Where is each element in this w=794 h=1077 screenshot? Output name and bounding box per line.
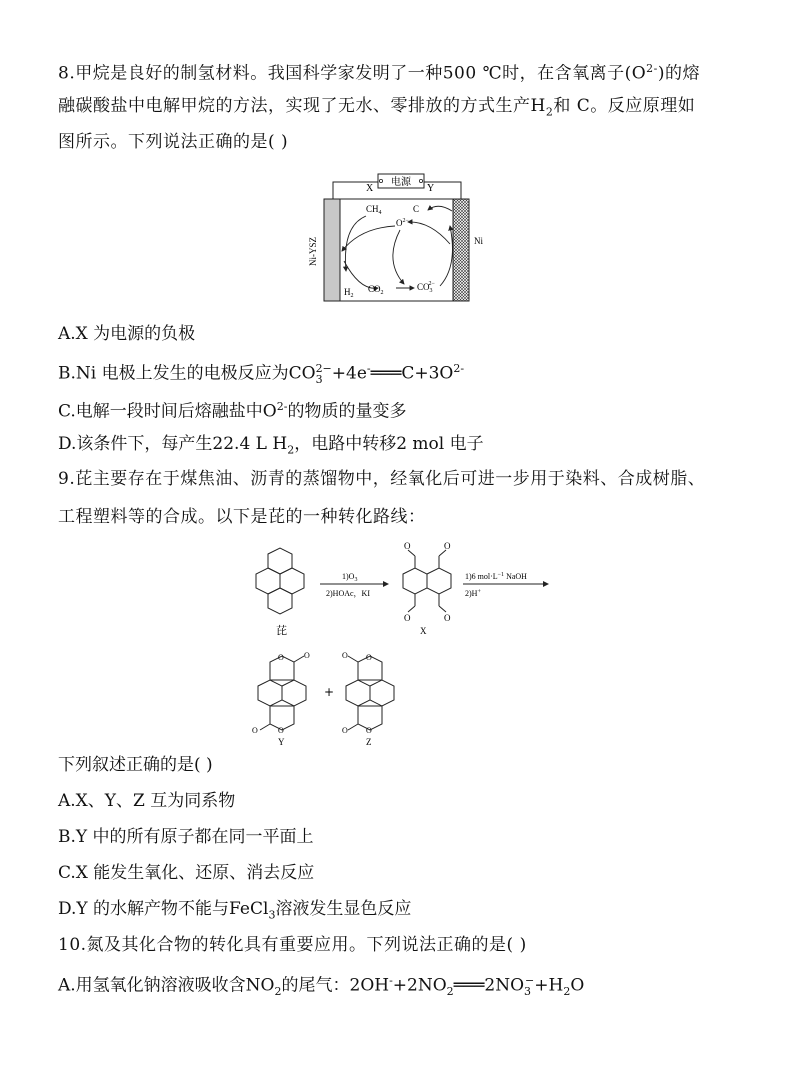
pyrene-label: 芘 xyxy=(276,624,287,637)
compound-x-label: X xyxy=(420,626,427,636)
q8-line-3: 图所示。下列说法正确的是( ) xyxy=(58,132,289,152)
right-electrode xyxy=(453,199,469,301)
q8-line-1: 8.甲烷是良好的制氢材料。我国科学家发明了一种500 ℃时，在含氧离子$(O^{2-})$的熔 xyxy=(58,62,701,84)
compound-x-o2: O xyxy=(444,541,451,551)
compound-z-o-carbonyl-bottom: O xyxy=(342,726,348,735)
co2-label: $CO_2$ xyxy=(368,284,384,296)
compound-z-o-bottom: O xyxy=(366,726,372,735)
q8-option-a: A.X 为电源的负极 xyxy=(58,324,196,344)
compound-z-o-top: O xyxy=(366,653,372,662)
step1-reagent-2: 2)HOAc，KI xyxy=(326,589,370,598)
q8-line-2: 融碳酸盐中电解甲烷的方法，实现了无水、零排放的方式生产$H_2$和 C。反应原理如 xyxy=(58,96,696,119)
q9-option-c: C.X 能发生氧化、还原、消去反应 xyxy=(58,863,315,883)
compound-x-o3: O xyxy=(404,613,411,623)
compound-x-o1: O xyxy=(404,541,411,551)
terminal-y-label: Y xyxy=(427,183,435,194)
terminal-x-label: X xyxy=(366,183,374,194)
compound-x-o4: O xyxy=(444,613,451,623)
compound-y-o-carbonyl-top: O xyxy=(304,651,310,660)
q9-option-a: A.X、Y、Z 互为同系物 xyxy=(58,791,236,811)
step1-reagent-1: $1)O_3$ xyxy=(342,572,358,583)
plus-sign: + xyxy=(324,685,335,699)
o2-ion-label: $O^{2-}$ xyxy=(396,218,409,228)
electrolysis-diagram xyxy=(300,166,490,306)
compound-y-o-carbonyl-bottom: O xyxy=(252,726,258,735)
compound-z-label: Z xyxy=(366,737,372,746)
q9-line-1: 9.芘主要存在于煤焦油、沥青的蒸馏物中，经氧化后可进一步用于染料、合成树脂、 xyxy=(58,469,706,489)
pyrene-reaction-scheme xyxy=(238,536,558,746)
compound-y-structure xyxy=(258,656,306,730)
c-label: C xyxy=(413,204,420,214)
q9-option-b: B.Y 中的所有原子都在同一平面上 xyxy=(58,827,314,847)
terminal-y-icon xyxy=(419,179,422,182)
q10-line-1: 10.氮及其化合物的转化具有重要应用。下列说法正确的是( ) xyxy=(58,935,527,955)
q8-option-c: C.电解一段时间后熔融盐中$O^{2-}$的物质的量变多 xyxy=(58,400,407,422)
q8-option-b: B.Ni 电极上发生的电极反应为$CO_3^{2-}+4e^-═══C+3O^{2-}$ xyxy=(58,362,465,387)
compound-z-structure xyxy=(346,656,394,730)
step2-reagent-1: 1)6 $mol\cdot L^{-1}$ NaOH xyxy=(465,572,527,581)
q10-option-a: A.用氢氧化钠溶液吸收含$NO_2$的尾气：$2OH^-+2NO_2═══2NO_3^-+H_2O$ xyxy=(58,974,585,999)
terminal-x-icon xyxy=(379,179,382,182)
compound-x-structure xyxy=(403,550,451,612)
compound-z-o-carbonyl-top: O xyxy=(342,651,348,660)
compound-y-o-top: O xyxy=(278,653,284,662)
pyrene-structure xyxy=(256,548,304,614)
ch4-label: $CH_4$ xyxy=(366,204,382,216)
step2-reagent-2: 2)H+ xyxy=(465,589,481,598)
q9-line-2: 工程塑料等的合成。以下是芘的一种转化路线： xyxy=(58,507,426,527)
co3-label: $CO_32-$ xyxy=(417,281,435,294)
q8-option-d: D.该条件下，每产生22.4 L $H_2$，电路中转移2 mol 电子 xyxy=(58,434,484,457)
left-electrode xyxy=(324,199,340,301)
q9-option-d: D.Y 的水解产物不能与FeCl$_3$溶液发生显色反应 xyxy=(58,899,412,922)
right-electrode-label: Ni xyxy=(474,236,483,246)
compound-y-label: Y xyxy=(278,737,285,746)
left-electrode-label: Ni-YSZ xyxy=(308,237,318,266)
compound-y-o-bottom: O xyxy=(278,726,284,735)
power-source-label: 电源 xyxy=(391,177,411,188)
h2-label: $H_2$ xyxy=(344,287,354,299)
q9-question: 下列叙述正确的是( ) xyxy=(58,755,213,775)
